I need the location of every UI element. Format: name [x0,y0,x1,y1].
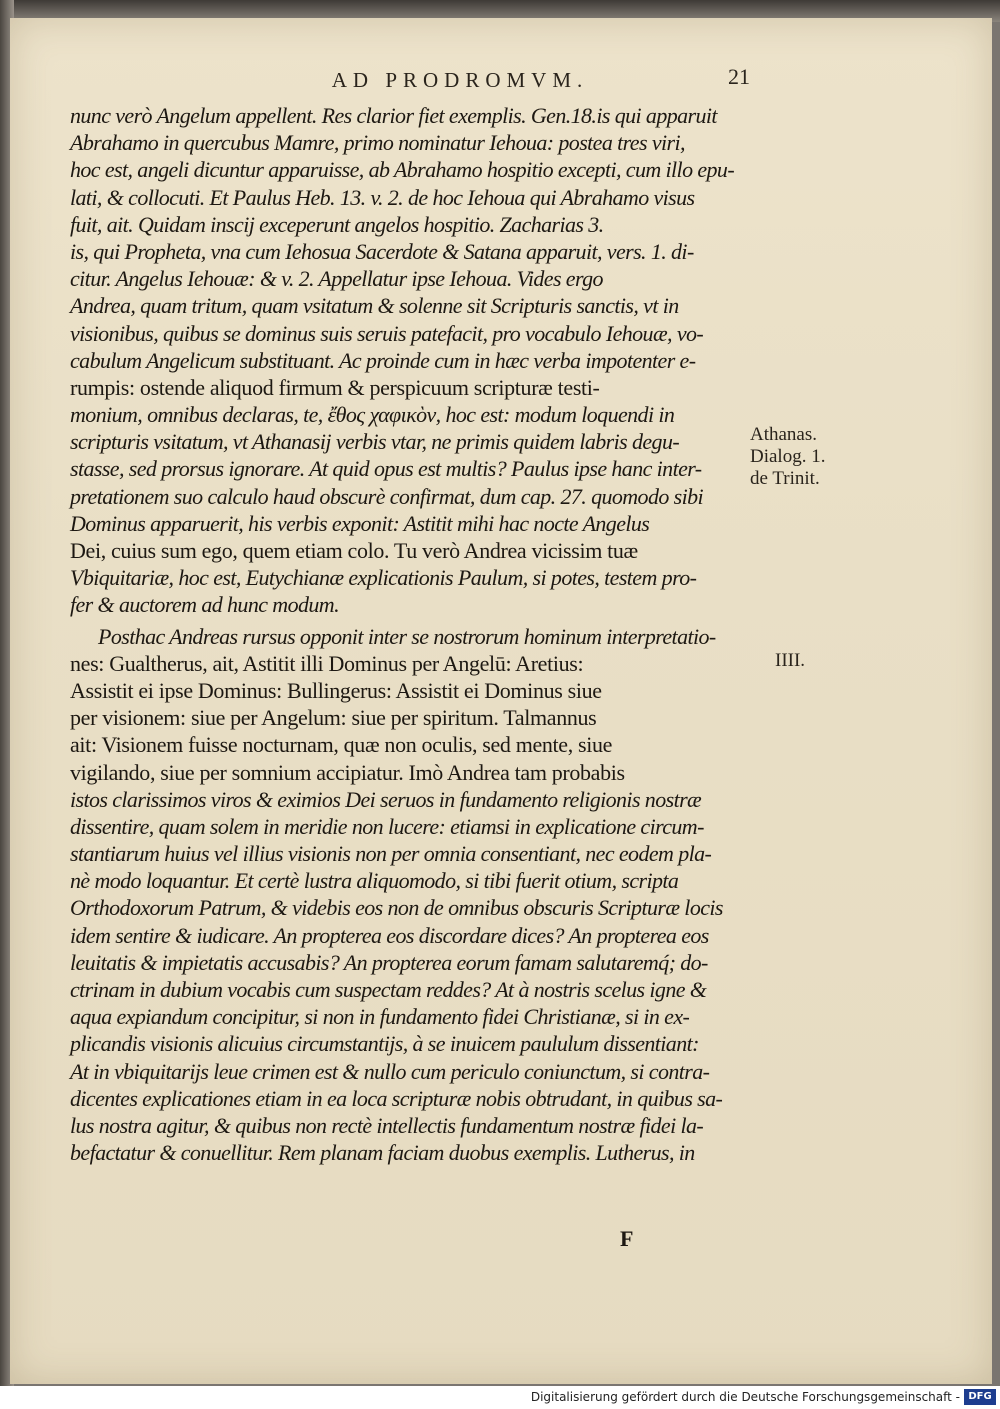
text-line: monium, omnibus declaras, te, ἔθος χαφικὸν, hoc est: modum loquendi in [70,402,675,428]
text-line: nunc verò Angelum appellent. Res clarior fiet exemplis. Gen.18.is qui apparuit [70,103,717,128]
text-line: idem sentire & iudicare. An propterea eos discordare dices? An propterea eos [70,922,709,948]
catchword: F [620,1226,634,1251]
text-line: hoc est, angeli dicuntur apparuisse, ab Abrahamo hospitio excepti, cum illo epu- [70,157,735,183]
running-head: AD PRODROMVM. [331,68,589,92]
text-line: leuitatis & impietatis accusabis? An propterea eorum famam salutaremq́; do- [70,949,708,975]
text-line: lus nostra agitur, & quibus non rectè intellectis fundamentum nostræ fidei la- [70,1112,704,1138]
text-line: lati, & collocuti. Et Paulus Heb. 13. v. 2. de hoc Iehoua qui Abrahamo visus [70,184,695,210]
text-line: nes: Gualtherus, ait, Astitit illi Dominus per Angelū: Aretius: [70,650,584,676]
text-line: per visionem: siue per Angelum: siue per spiritum. Talmannus [70,705,597,731]
text-line: Andrea, quam tritum, quam vsitatum & solenne sit Scripturis sanctis, vt in [70,293,679,319]
text-line: pretationem suo calculo haud obscurè confirmat, dum cap. 27. quomodo sibi [70,483,704,509]
text-line: Abrahamo in quercubus Mamre, primo nominatur Iehoua: postea tres viri, [70,130,685,156]
text-line: istos clarissimos viros & eximios Dei seruos in fundamento religionis nostræ [70,786,702,812]
text-line: fer & auctorem ad hunc modum. [70,592,339,618]
book-page [10,18,992,1384]
text-line: Dominus apparuerit, his verbis exponit: Astitit mihi hac nocte Angelus [70,510,650,536]
body-text [70,102,760,1166]
page-number: 21 [728,64,750,89]
text-line: plicandis visionis alicuius circumstantijs, à se inuicem paululum dissentiant: [70,1031,699,1057]
text-line: citur. Angelus Iehouæ: & v. 2. Appellatur ipse Iehoua. Vides ergo [70,266,603,292]
text-line: stasse, sed prorsus ignorare. At quid opus est multis? Paulus ipse hanc inter- [70,456,702,482]
text-line: Assistit ei ipse Dominus: Bullingerus: Assistit ei Dominus siue [70,677,602,703]
margin-note-athanasius [750,424,890,490]
margin-note-section-number: IIII. [775,650,806,671]
text-line: vigilando, siue per somnium accipiatur. Imò Andrea tam probabis [70,759,625,785]
footer-credit: Digitalisierung gefördert durch die Deutsche Forschungsgemeinschaft - [530,1390,960,1404]
margin-note-line: Athanas. [750,424,818,445]
text-line: nè modo loquantur. Et certè lustra aliquomodo, si tibi fuerit otium, scripta [70,868,679,894]
text-line: stantiarum huius vel illius visionis non per omnia consentiant, nec eodem pla- [70,841,712,867]
text-line: dissentire, quam solem in meridie non lucere: etiamsi in explicatione circum- [70,813,704,839]
text-line: cabulum Angelicum substituant. Ac proinde cum in hæc verba impotenter e- [70,347,696,373]
text-line: Orthodoxorum Patrum, & videbis eos non de omnibus obscuris Scripturæ locis [70,895,723,921]
dfg-logo[interactable]: DFG [964,1389,996,1405]
margin-note-line: Dialog. 1. [750,446,826,467]
text-line: ait: Visionem fuisse nocturnam, quæ non oculis, sed mente, siue [70,732,613,758]
text-line: aqua expiandum concipitur, si non in fundamento fidei Christianæ, si in ex- [70,1004,690,1030]
margin-note-line: de Trinit. [750,468,820,489]
text-line: ctrinam in dubium vocabis cum suspectam reddes? At à nostris scelus igne & [70,977,707,1002]
text-line: At in vbiquitarijs leue crimen est & nullo cum periculo coniunctum, si contra- [70,1058,710,1084]
text-line: Posthac Andreas rursus opponit inter se nostrorum hominum interpretatio- [98,623,716,649]
text-line: visionibus, quibus se dominus suis seruis patefacit, pro vocabulo Iehouæ, vo- [70,320,704,346]
text-line: fuit, ait. Quidam inscij exceperunt angelos hospitio. Zacharias 3. [70,211,604,237]
text-line: befactatur & conuellitur. Rem planam faciam duobus exemplis. Lutherus, in [70,1140,695,1166]
text-line: Dei, cuius sum ego, quem etiam colo. Tu verò Andrea vicissim tuæ [70,538,638,563]
footer-bar [0,1386,1000,1409]
text-line: scripturis vsitatum, vt Athanasij verbis vtar, ne primis quidem labris degu- [70,429,680,455]
text-line: rumpis: ostende aliquod firmum & perspicuum scripturæ testi- [70,374,600,400]
text-line: is, qui Propheta, vna cum Iehosua Sacerdote & Satana apparuit, vers. 1. di- [70,238,694,264]
text-line: dicentes explicationes etiam in ea loca scripturæ nobis obtrudant, in quibus sa- [70,1085,723,1111]
text-line: Vbiquitariæ, hoc est, Eutychianæ explicationis Paulum, si potes, testem pro- [70,565,697,591]
